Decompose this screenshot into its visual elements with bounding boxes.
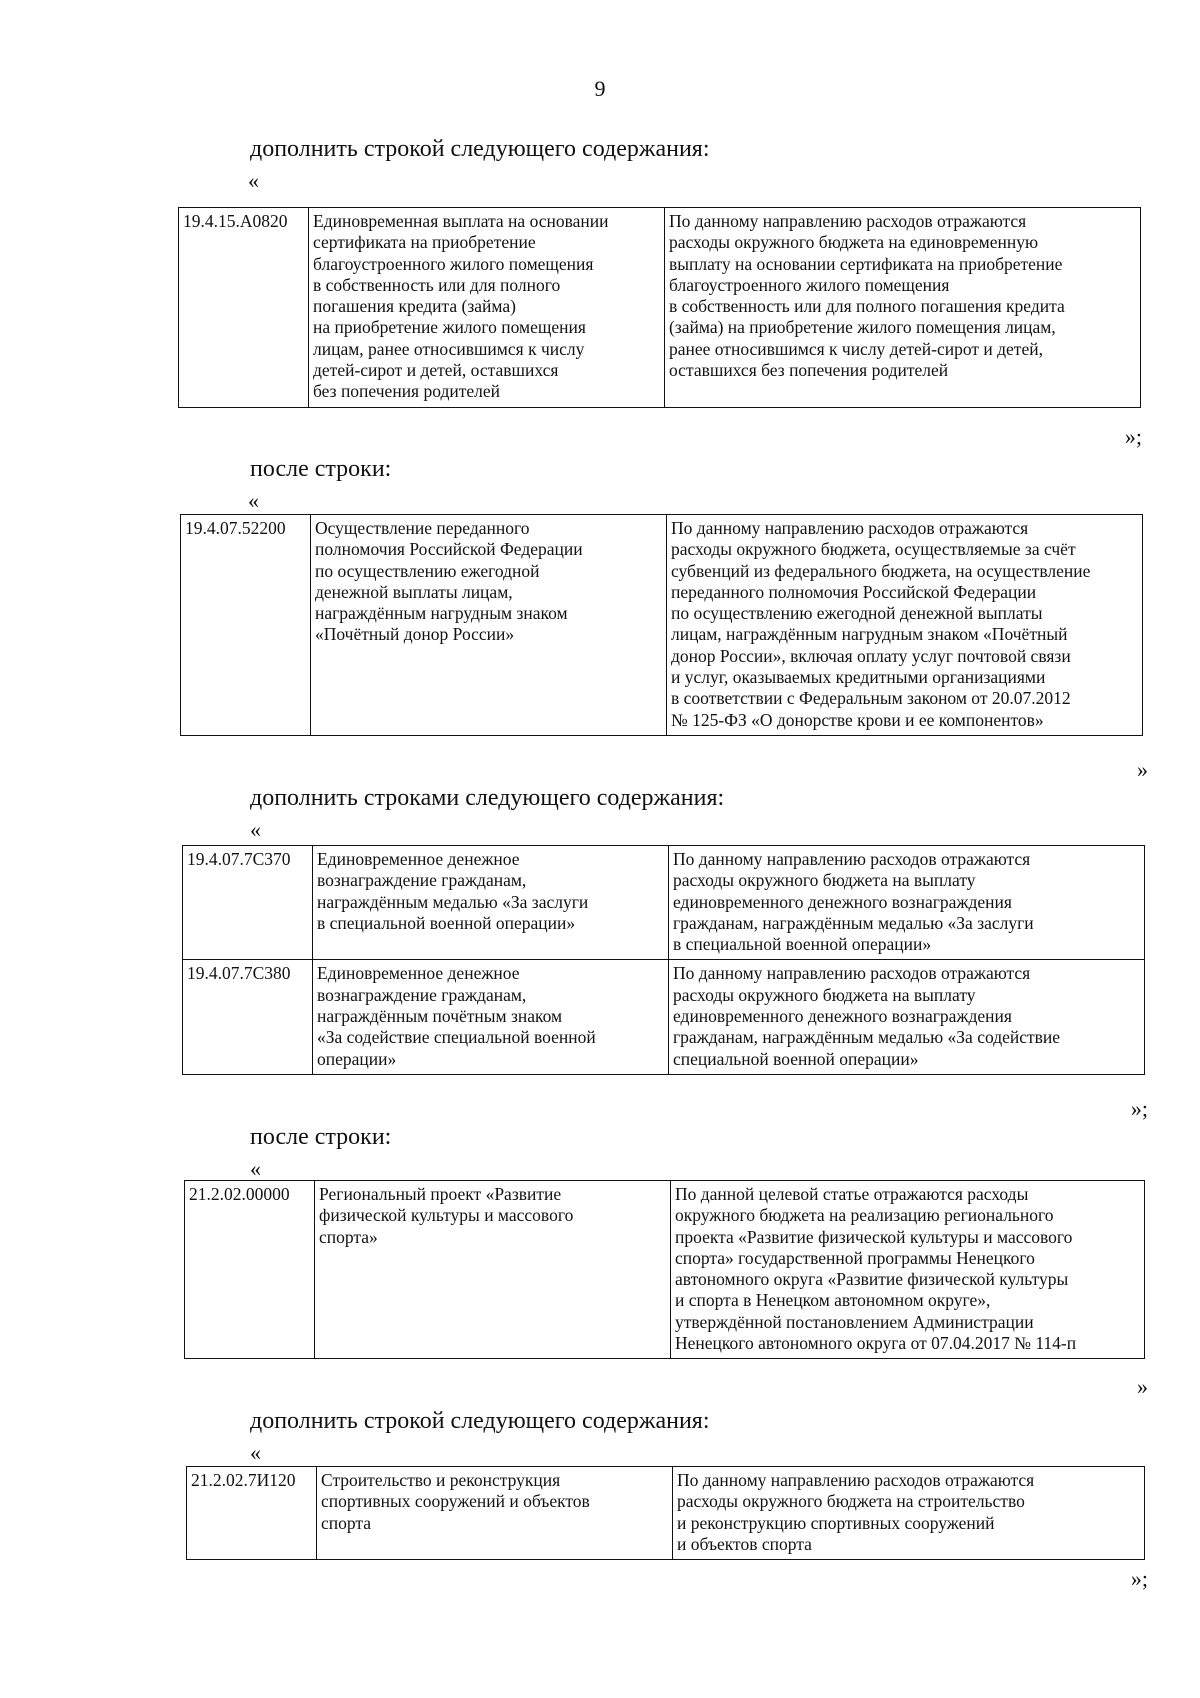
cell-line: По данному направлению расходов отражаются: [669, 211, 1027, 231]
cell-line: сертификата на приобретение: [313, 232, 536, 253]
cell-line: единовременного денежного вознаграждения: [673, 1006, 1012, 1027]
closing-quote: »;: [1130, 1096, 1148, 1121]
opening-quote: «: [250, 1156, 261, 1181]
cell-line: окружного бюджета на реализацию регионального: [675, 1205, 1054, 1226]
cell-line: автономного округа «Развитие физической культуры: [675, 1269, 1069, 1290]
code-cell: 21.2.02.7И120: [187, 1467, 317, 1560]
cell-line: субвенций из федерального бюджета, на осуществление: [671, 560, 1091, 581]
cell-line: лицам, ранее относившимся к числу: [313, 338, 585, 359]
cell-line: Единовременное денежное: [317, 849, 520, 869]
cell-line: ранее относившимся к числу детей-сирот и детей,: [669, 338, 1043, 359]
cell-line: Региональный проект «Развитие: [319, 1184, 562, 1204]
cell-line: полномочия Российской Федерации: [315, 539, 583, 560]
description-cell: [667, 515, 1143, 736]
cell-line: расходы окружного бюджета, осуществляемые за счёт: [671, 539, 1076, 560]
cell-line: «За содействие специальной военной: [317, 1027, 596, 1048]
cell-line: награждённым нагрудным знаком: [315, 603, 568, 624]
cell-line: спорта»: [319, 1226, 378, 1247]
table-row: [179, 208, 1141, 408]
code-cell: 19.4.07.52200: [181, 515, 311, 736]
description-cell: [671, 1181, 1145, 1359]
cell-line: и объектов спорта: [677, 1533, 812, 1554]
cell-line: выплату на основании сертификата на приобретение: [669, 253, 1063, 274]
table-row: [181, 515, 1143, 736]
cell-line: расходы окружного бюджета на строительство: [677, 1491, 1025, 1512]
cell-line: Осуществление переданного: [315, 518, 530, 538]
cell-line: «Почётный донор России»: [315, 624, 515, 645]
section-heading: дополнить строками следующего содержания:: [250, 785, 725, 811]
cell-line: в собственность или для полного: [313, 274, 561, 295]
cell-line: По данной целевой статье отражаются расходы: [675, 1184, 1029, 1204]
cell-line: (займа) на приобретение жилого помещения лицам,: [669, 317, 1056, 338]
closing-quote: »: [1137, 757, 1148, 782]
opening-quote: «: [250, 1440, 261, 1465]
description-cell: [665, 208, 1141, 408]
cell-line: По данному направлению расходов отражаются: [673, 849, 1031, 869]
cell-line: благоустроенного жилого помещения: [669, 274, 950, 295]
cell-line: оставшихся без попечения родителей: [669, 360, 949, 381]
cell-line: переданного полномочия Российской Федерации: [671, 581, 1037, 602]
budget-table: [178, 207, 1141, 408]
cell-line: детей-сирот и детей, оставшихся: [313, 360, 559, 381]
cell-line: и реконструкцию спортивных сооружений: [677, 1512, 995, 1533]
cell-line: гражданам, награждённым медалью «За заслуги: [673, 912, 1034, 933]
name-cell: [313, 960, 669, 1074]
cell-line: По данному направлению расходов отражаются: [671, 518, 1029, 538]
code-cell: 19.4.07.7С380: [183, 960, 313, 1074]
table-row: [185, 1181, 1145, 1359]
name-cell: [309, 208, 665, 408]
code-cell: 19.4.15.А0820: [179, 208, 309, 408]
cell-line: в специальной военной операции»: [317, 912, 576, 933]
section-heading: дополнить строкой следующего содержания:: [250, 136, 710, 162]
closing-quote: »: [1137, 1374, 1148, 1399]
budget-table: [184, 1180, 1145, 1359]
cell-line: в собственность или для полного погашения кредита: [669, 296, 1065, 317]
cell-line: расходы окружного бюджета на выплату: [673, 984, 976, 1005]
cell-line: физической культуры и массового: [319, 1205, 574, 1226]
cell-line: По данному направлению расходов отражаются: [677, 1470, 1035, 1490]
cell-line: по осуществлению ежегодной денежной выплаты: [671, 603, 1043, 624]
cell-line: № 125-ФЗ «О донорстве крови и ее компонентов»: [671, 709, 1044, 730]
section-heading: после строки:: [250, 1124, 392, 1150]
cell-line: донор России», включая оплату услуг почтовой связи: [671, 645, 1071, 666]
cell-line: денежной выплаты лицам,: [315, 581, 513, 602]
table-row: [183, 960, 1145, 1074]
cell-line: расходы окружного бюджета на выплату: [673, 870, 976, 891]
cell-line: награждённым медалью «За заслуги: [317, 891, 589, 912]
description-cell: [669, 960, 1145, 1074]
cell-line: по осуществлению ежегодной: [315, 560, 540, 581]
code-cell: 21.2.02.00000: [185, 1181, 315, 1359]
cell-line: и услуг, оказываемых кредитными организациями: [671, 667, 1046, 688]
cell-line: погашения кредита (займа): [313, 296, 516, 317]
opening-quote: «: [250, 817, 261, 842]
cell-line: на приобретение жилого помещения: [313, 317, 586, 338]
cell-line: Строительство и реконструкция: [321, 1470, 561, 1490]
cell-line: вознаграждение гражданам,: [317, 870, 527, 891]
cell-line: в соответствии с Федеральным законом от 20.07.2012: [671, 688, 1071, 709]
closing-quote: »;: [1124, 424, 1142, 449]
description-cell: [669, 846, 1145, 960]
budget-table: [180, 514, 1143, 736]
cell-line: спортивных сооружений и объектов: [321, 1491, 590, 1512]
description-cell: [673, 1467, 1145, 1560]
name-cell: [311, 515, 667, 736]
cell-line: операции»: [317, 1048, 397, 1069]
cell-line: По данному направлению расходов отражаются: [673, 963, 1031, 984]
cell-line: лицам, награждённым нагрудным знаком «Почётный: [671, 624, 1068, 645]
cell-line: утверждённой постановлением Администрации: [675, 1311, 1034, 1332]
cell-line: вознаграждение гражданам,: [317, 984, 527, 1005]
page-number: 9: [594, 76, 606, 101]
budget-table: [182, 845, 1145, 1075]
cell-line: гражданам, награждённым медалью «За содействие: [673, 1027, 1061, 1048]
cell-line: благоустроенного жилого помещения: [313, 253, 594, 274]
cell-line: специальной военной операции»: [673, 1048, 919, 1069]
opening-quote: «: [248, 168, 259, 193]
table-row: [187, 1467, 1145, 1560]
budget-table: [186, 1466, 1145, 1560]
cell-line: спорта» государственной программы Ненецкого: [675, 1247, 1035, 1268]
name-cell: [315, 1181, 671, 1359]
cell-line: Единовременная выплата на основании: [313, 211, 609, 231]
closing-quote: »;: [1130, 1566, 1148, 1591]
cell-line: без попечения родителей: [313, 381, 501, 402]
table-row: [183, 846, 1145, 960]
opening-quote: «: [248, 488, 259, 513]
cell-line: единовременного денежного вознаграждения: [673, 891, 1012, 912]
cell-line: Ненецкого автономного округа от 07.04.2017 № 114-п: [675, 1333, 1077, 1354]
cell-line: в специальной военной операции»: [673, 934, 932, 955]
cell-line: награждённым почётным знаком: [317, 1006, 563, 1027]
name-cell: [313, 846, 669, 960]
cell-line: расходы окружного бюджета на единовременную: [669, 232, 1039, 253]
code-cell: 19.4.07.7С370: [183, 846, 313, 960]
section-heading: после строки:: [250, 456, 392, 482]
cell-line: Единовременное денежное: [317, 963, 520, 984]
cell-line: и спорта в Ненецком автономном округе»,: [675, 1290, 991, 1311]
section-heading: дополнить строкой следующего содержания:: [250, 1408, 710, 1434]
cell-line: спорта: [321, 1512, 372, 1533]
name-cell: [317, 1467, 673, 1560]
cell-line: проекта «Развитие физической культуры и массового: [675, 1226, 1073, 1247]
